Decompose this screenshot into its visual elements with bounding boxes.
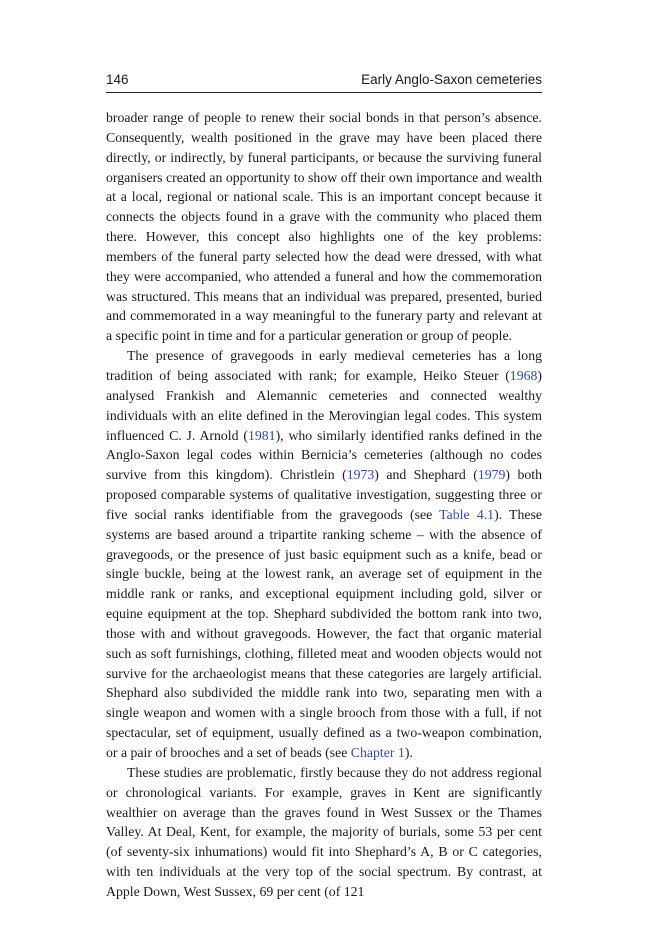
cross-reference-link[interactable]: Table 4.1 bbox=[439, 506, 495, 522]
page-number: 146 bbox=[106, 72, 129, 87]
text-run: ) both proposed comparable systems of qualitative investigation, suggesting three or five social ranks identifiable from the gravegoods (see bbox=[106, 467, 542, 522]
body-text bbox=[106, 108, 542, 902]
text-run: The presence of gravegoods in early medieval cemeteries has a long tradition of being associated with rank; for example, Heiko Steuer ( bbox=[106, 348, 542, 383]
text-run: ), who similarly identified ranks defined in the Anglo-Saxon legal codes within Bernicia’s cemeteries (although no codes survive from this kingdom). Christlein ( bbox=[106, 427, 542, 483]
paragraph bbox=[106, 108, 542, 346]
paragraph bbox=[106, 763, 542, 902]
cross-reference-link[interactable]: 1968 bbox=[509, 367, 538, 383]
text-run: ). bbox=[404, 745, 413, 760]
cross-reference-link[interactable]: 1973 bbox=[346, 467, 375, 483]
cross-reference-link[interactable]: Chapter 1 bbox=[350, 745, 405, 760]
text-run: ). These systems are based around a tripartite ranking scheme – with the absence of gravegoods, or the presence of just basic equipment such as a knife, bead or single buckle, being at the lowest rank, an average set of equipment in the middle rank or ranks, and exceptional equipment including gold, silver or equine equipment at the top. Shephard subdivided the bottom rank into two, those with and without gravegoods. However, the fact that organic material such as soft furnishings, clothing, filleted meat and wooden objects would not survive for the archaeologist means that these categories are largely artificial. Shephard also subdivided the middle rank into two, separating men with a single weapon and women with a single brooch from those with a full, if not spectacular, set of equipment, usually defined as a two-weapon combination, or a pair of brooches and a set of beads (see bbox=[106, 506, 542, 760]
paragraph bbox=[106, 346, 542, 763]
book-page bbox=[106, 72, 542, 902]
text-run: ) and Shephard ( bbox=[374, 467, 478, 483]
running-title: Early Anglo-Saxon cemeteries bbox=[361, 72, 542, 87]
text-run: broader range of people to renew their social bonds in that person’s absence. Consequently, wealth positioned in the grave may have been placed there directly, or indirectly, by funeral participants, or because the surviving funeral organisers created an opportunity to show off their own importance and wealth at a local, regional or national scale. This is an important concept because it connects the objects found in a grave with the community who placed them there. However, this concept also highlights one of the key problems: members of the funeral party selected how the dead were dressed, with what they were accompanied, who attended a funeral and how the commemoration was structured. This means that an individual was prepared, presented, buried and commemorated in a way meaningful to the funerary party and relevant at a specific point in time and for a particular generation or group of people. bbox=[106, 110, 542, 344]
cross-reference-link[interactable]: 1979 bbox=[477, 467, 506, 483]
running-head bbox=[106, 72, 542, 93]
cross-reference-link[interactable]: 1981 bbox=[247, 427, 276, 443]
text-run: ) analysed Frankish and Alemannic cemeteries and connected wealthy individuals with an elite defined in the Merovingian legal codes. This system influenced C. J. Arnold ( bbox=[106, 367, 542, 443]
text-run: These studies are problematic, firstly because they do not address regional or chronological variants. For example, graves in Kent are significantly wealthier on average than the graves found in West Sussex or the Thames Valley. At Deal, Kent, for example, the majority of burials, some 53 per cent (of seventy-six inhumations) would fit into Shephard’s A, B or C categories, with ten individuals at the very top of the social spectrum. By contrast, at Apple Down, West Sussex, 69 per cent (of 121 bbox=[106, 764, 542, 899]
